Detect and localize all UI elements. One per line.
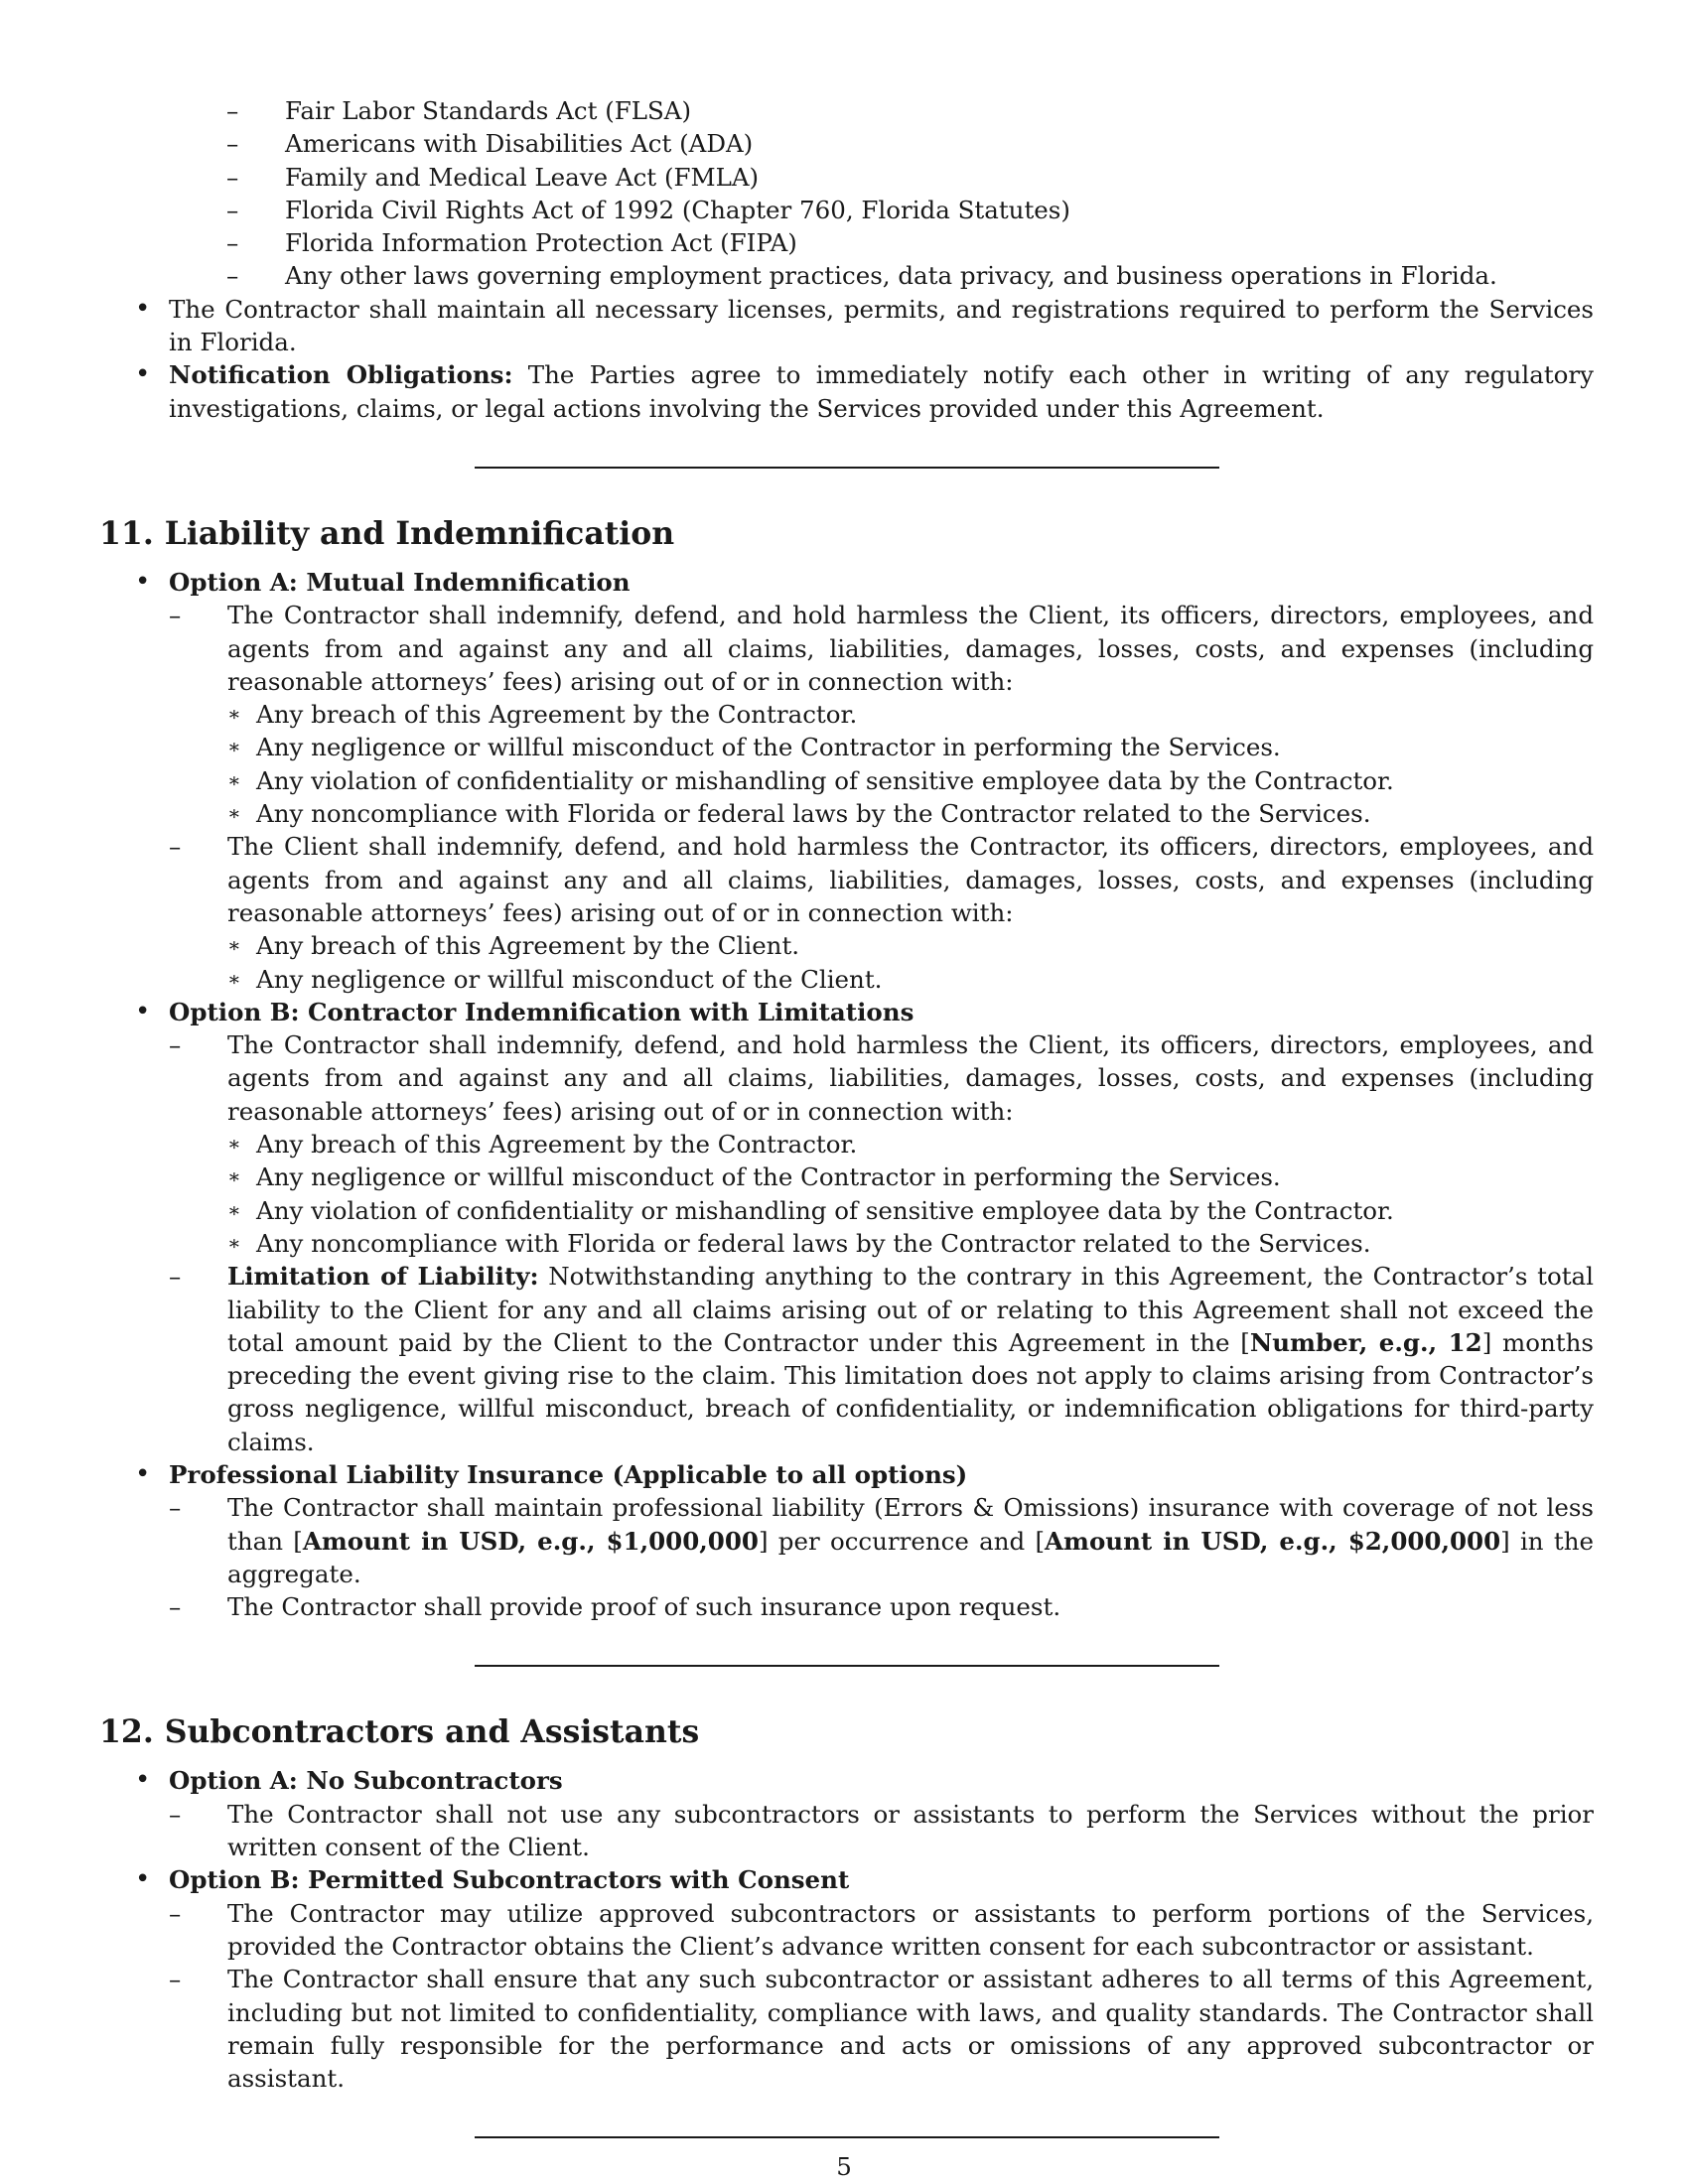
option-a-title: Option A: Mutual Indemnification bbox=[169, 567, 631, 597]
option-b-item bbox=[99, 1863, 1594, 2095]
dash-marker: – bbox=[169, 1799, 182, 1829]
bullet-marker: • bbox=[135, 566, 151, 597]
dash-marker: – bbox=[169, 1592, 182, 1622]
insurance-sublist bbox=[169, 1491, 1594, 1623]
list-item: – The Client shall indemnify, defend, and hold harmless the Contractor, its officers, directors, employees, and agents from and against any and all claims, liabilities, damages, losses, costs, and expenses (including reasonable attorneys’ fees) arising out of or in connection with: ∗ Any breach of this Agreement by the Client. ∗ Any negligence or willful misconduct of the Client. bbox=[169, 830, 1594, 995]
list-item: – The Contractor shall indemnify, defend, and hold harmless the Client, its officers, directors, employees, and agents from and against any and all claims, liabilities, damages, losses, costs, and expenses (including reasonable attorneys’ fees) arising out of or in connection with: ∗ Any breach of this Agreement by the Contractor. ∗ Any negligence or willful misconduct of the Contractor in performing the Services. ∗ Any violation of confidentiality or mishandling of sensitive employee data by the Contractor. ∗ Any noncompliance with Florida or federal laws by the Contractor related to the Services. bbox=[169, 599, 1594, 830]
list-item: ∗ Any violation of confidentiality or mishandling of sensitive employee data by the Contractor. bbox=[227, 764, 1594, 797]
placeholder-amount-aggregate: Amount in USD, e.g., $2,000,000 bbox=[1045, 1526, 1501, 1556]
section-divider bbox=[475, 467, 1219, 469]
indemnity-items bbox=[227, 1128, 1594, 1260]
dash-marker: – bbox=[226, 96, 239, 125]
section-11-list bbox=[99, 566, 1594, 1624]
star-marker: ∗ bbox=[227, 1230, 241, 1255]
dash-marker: – bbox=[169, 1030, 182, 1060]
placeholder-amount-occurrence: Amount in USD, e.g., $1,000,000 bbox=[302, 1526, 759, 1556]
star-marker: ∗ bbox=[227, 767, 241, 792]
indemnity-items bbox=[227, 929, 1594, 996]
dash-marker: – bbox=[169, 832, 182, 862]
list-item: ∗ Any negligence or willful misconduct of the Contractor in performing the Services. bbox=[227, 1160, 1594, 1193]
list-item: ∗ Any noncompliance with Florida or federal laws by the Contractor related to the Services. bbox=[227, 1227, 1594, 1260]
star-marker: ∗ bbox=[227, 1197, 241, 1222]
bullet-marker: • bbox=[135, 996, 151, 1026]
notification-label: Notification Obligations: bbox=[169, 360, 513, 390]
list-item: ∗ Any breach of this Agreement by the Client. bbox=[227, 929, 1594, 962]
dash-marker: – bbox=[169, 1898, 182, 1928]
dash-marker: – bbox=[226, 129, 239, 159]
list-item: – The Contractor may utilize approved subcontractors or assistants to perform portions of the Services, provided the Contractor obtains the Client’s advance written consent for each subcontractor or assistant. bbox=[169, 1898, 1594, 1961]
dash-marker: – bbox=[169, 1262, 182, 1292]
list-item: ∗ Any negligence or willful misconduct of the Client. bbox=[227, 963, 1594, 996]
star-marker: ∗ bbox=[227, 735, 241, 759]
list-item: – Fair Labor Standards Act (FLSA) bbox=[226, 94, 1594, 127]
star-marker: ∗ bbox=[227, 801, 241, 826]
licenses-text: The Contractor shall maintain all necessary licenses, permits, and registrations required to perform the Services in Florida. bbox=[169, 294, 1594, 357]
law-list bbox=[99, 94, 1594, 293]
dash-marker: – bbox=[169, 601, 182, 630]
option-b-title: Option B: Contractor Indemnification with Limitations bbox=[169, 997, 914, 1026]
star-marker: ∗ bbox=[227, 933, 241, 958]
list-item: – Florida Civil Rights Act of 1992 (Chapter 760, Florida Statutes) bbox=[226, 194, 1594, 226]
list-item: – Any other laws governing employment practices, data privacy, and business operations in Florida. bbox=[226, 259, 1594, 292]
dash-marker: – bbox=[169, 1965, 182, 1994]
document-page bbox=[99, 94, 1594, 2138]
section-11-heading: 11. Liability and Indemnification bbox=[99, 514, 675, 552]
dash-marker: – bbox=[226, 228, 239, 258]
section-12-heading: 12. Subcontractors and Assistants bbox=[99, 1713, 700, 1751]
compliance-list bbox=[99, 293, 1594, 425]
section-divider bbox=[475, 1665, 1219, 1667]
dash-marker: – bbox=[226, 195, 239, 224]
list-item: – The Contractor shall provide proof of such insurance upon request. bbox=[169, 1590, 1594, 1623]
option-a-sublist bbox=[169, 1798, 1594, 1864]
bullet-marker: • bbox=[135, 1765, 151, 1796]
section-12-list bbox=[99, 1764, 1594, 2095]
list-item: ∗ Any breach of this Agreement by the Contractor. bbox=[227, 698, 1594, 731]
option-b-sublist bbox=[169, 1897, 1594, 2096]
dash-marker: – bbox=[226, 261, 239, 291]
star-marker: ∗ bbox=[227, 1164, 241, 1189]
star-marker: ∗ bbox=[227, 966, 241, 991]
list-item: – Florida Information Protection Act (FIPA) bbox=[226, 226, 1594, 259]
bullet-marker: • bbox=[135, 359, 151, 390]
list-item: ∗ Any noncompliance with Florida or federal laws by the Contractor related to the Services. bbox=[227, 797, 1594, 830]
notification-text: The Parties agree to immediately notify each other in writing of any regulatory investigations, claims, or legal actions involving the Services provided under this Agreement. bbox=[169, 360, 1594, 423]
option-b-sublist bbox=[169, 1028, 1594, 1458]
star-marker: ∗ bbox=[227, 702, 241, 727]
insurance-title: Professional Liability Insurance (Applicable to all options) bbox=[169, 1459, 968, 1489]
list-item: – The Contractor shall maintain professional liability (Errors & Omissions) insurance with coverage of not less than [Amount in USD, e.g., $1,000,000] per occurrence and [Amount in USD, e.g., $2,000,000] in the aggregate. bbox=[169, 1493, 1594, 1588]
page-number: 5 bbox=[836, 2152, 852, 2181]
list-item: ∗ Any violation of confidentiality or mishandling of sensitive employee data by the Contractor. bbox=[227, 1194, 1594, 1227]
list-item: – The Contractor shall indemnify, defend, and hold harmless the Client, its officers, directors, employees, and agents from and against any and all claims, liabilities, damages, losses, costs, and expenses (including reasonable attorneys’ fees) arising out of or in connection with: ∗ Any breach of this Agreement by the Contractor. ∗ Any negligence or willful misconduct of the Contractor in performing the Services. ∗ Any violation of confidentiality or mishandling of sensitive employee data by the Contractor. ∗ Any noncompliance with Florida or federal laws by the Contractor related to the Services. bbox=[169, 1028, 1594, 1260]
option-a-sublist bbox=[169, 599, 1594, 996]
star-marker: ∗ bbox=[227, 1132, 241, 1157]
bullet-marker: • bbox=[135, 293, 151, 324]
list-item: – Americans with Disabilities Act (ADA) bbox=[226, 127, 1594, 160]
limitation-label: Limitation of Liability: bbox=[227, 1262, 539, 1292]
indemnity-items bbox=[227, 698, 1594, 830]
dash-marker: – bbox=[169, 1493, 182, 1523]
option-b-item bbox=[99, 996, 1594, 1458]
section-divider bbox=[475, 2136, 1219, 2138]
list-item: – The Contractor shall not use any subcontractors or assistants to perform the Services without the prior written consent of the Client. bbox=[169, 1799, 1594, 1862]
option-a-item bbox=[99, 566, 1594, 996]
placeholder-months: Number, e.g., 12 bbox=[1249, 1327, 1482, 1357]
list-item: ∗ Any negligence or willful misconduct of the Contractor in performing the Services. bbox=[227, 731, 1594, 763]
option-a-item bbox=[99, 1764, 1594, 1863]
dash-marker: – bbox=[226, 162, 239, 192]
list-item: – The Contractor shall ensure that any such subcontractor or assistant adheres to all terms of this Agreement, including but not limited to confidentiality, compliance with laws, and quality standards. The Contractor shall remain fully responsible for the performance and acts or omissions of any approved subcontractor or assistant. bbox=[169, 1965, 1594, 2094]
limitation-item: – Limitation of Liability: Notwithstanding anything to the contrary in this Agreement, the Contractor’s total liability to the Client for any and all claims arising out of or relating to this Agreement shall not exceed the total amount paid by the Client to the Contractor under this Agreement in the [Number, e.g., 12] months preceding the event giving rise to the claim. This limitation does not apply to claims arising from Contractor’s gross negligence, willful misconduct, breach of confidentiality, or indemnification obligations for third-party claims. bbox=[169, 1262, 1594, 1456]
option-a-title: Option A: No Subcontractors bbox=[169, 1766, 563, 1796]
list-item: – Family and Medical Leave Act (FMLA) bbox=[226, 161, 1594, 194]
bullet-marker: • bbox=[135, 1458, 151, 1489]
list-item bbox=[99, 358, 1594, 425]
option-b-title: Option B: Permitted Subcontractors with Consent bbox=[169, 1865, 850, 1895]
list-item: ∗ Any breach of this Agreement by the Contractor. bbox=[227, 1128, 1594, 1160]
insurance-item bbox=[99, 1458, 1594, 1623]
list-item bbox=[99, 293, 1594, 359]
bullet-marker: • bbox=[135, 1864, 151, 1895]
